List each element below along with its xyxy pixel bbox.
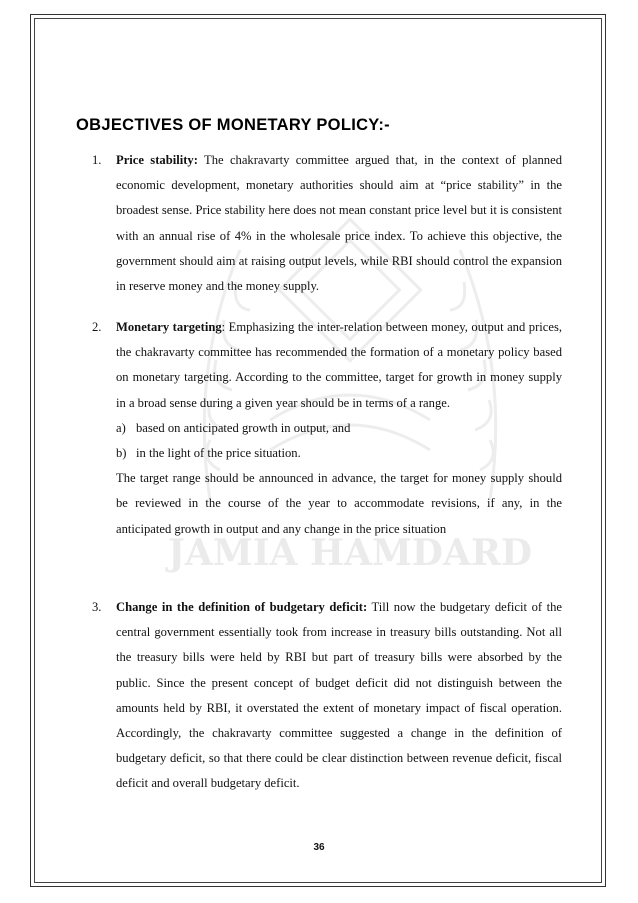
sub-item-text: in the light of the price situation. xyxy=(136,446,301,461)
list-number: 3. xyxy=(92,600,102,614)
item-title: Monetary targeting xyxy=(116,320,222,334)
item-title: Change in the definition of budgetary deficit: xyxy=(116,600,368,614)
list-item-price-stability xyxy=(92,148,562,299)
list-item-budgetary-deficit xyxy=(92,595,562,797)
item-text: The chakravarty committee argued that, in the context of planned economic development, monetary authorities should aim at “price stability” in the broadest sense. Price stability here does not mean constant price level but it is consistent with an annual rise of 4% in the wholesale price index. To achieve this objective, the government should aim at raising output levels, while RBI should control the expansion in reserve money and the money supply. xyxy=(116,153,562,294)
svg-text:JAMIA HAMDARD: JAMIA HAMDARD xyxy=(167,532,533,574)
item-title: Price stability: xyxy=(116,153,198,167)
sub-item-a xyxy=(116,416,562,441)
sub-item-label: a) xyxy=(116,420,126,435)
item-after-text: The target range should be announced in advance, the target for money supply should be reviewed in the course of the year to accommodate revisions, if any, in the anticipated growth in output and any change in the price situation xyxy=(116,471,562,536)
list-item-monetary-targeting xyxy=(92,315,562,542)
section-heading: OBJECTIVES OF MONETARY POLICY:- xyxy=(76,116,390,134)
page-number: 36 xyxy=(313,842,325,853)
item-text: Till now the budgetary deficit of the central government essentially took from increase in treasury bills outstanding. Not all the treasury bills were held by RBI but part of treasury bills were absorbed by the public. Since the present concept of budget deficit did not distinguish between the amounts held by RBI, it overstated the extent of monetary impact of fiscal operation. Accordingly, the chakravarty committee suggested a change in the definition of budgetary deficit, so that there could be clear distinction between revenue deficit, fiscal deficit and overall budgetary deficit. xyxy=(116,600,562,791)
sub-item-b xyxy=(116,441,562,466)
sub-item-label: b) xyxy=(116,446,127,461)
item-text: : Emphasizing the inter-relation between money, output and prices, the chakravarty committee has recommended the formation of a monetary policy based on monetary targeting. According to the committee, target for growth in money supply in a broad sense during a given year should be in terms of a range. xyxy=(116,320,563,410)
list-number: 2. xyxy=(92,320,102,334)
list-number: 1. xyxy=(92,153,102,167)
sub-item-text: based on anticipated growth in output, and xyxy=(136,420,351,435)
